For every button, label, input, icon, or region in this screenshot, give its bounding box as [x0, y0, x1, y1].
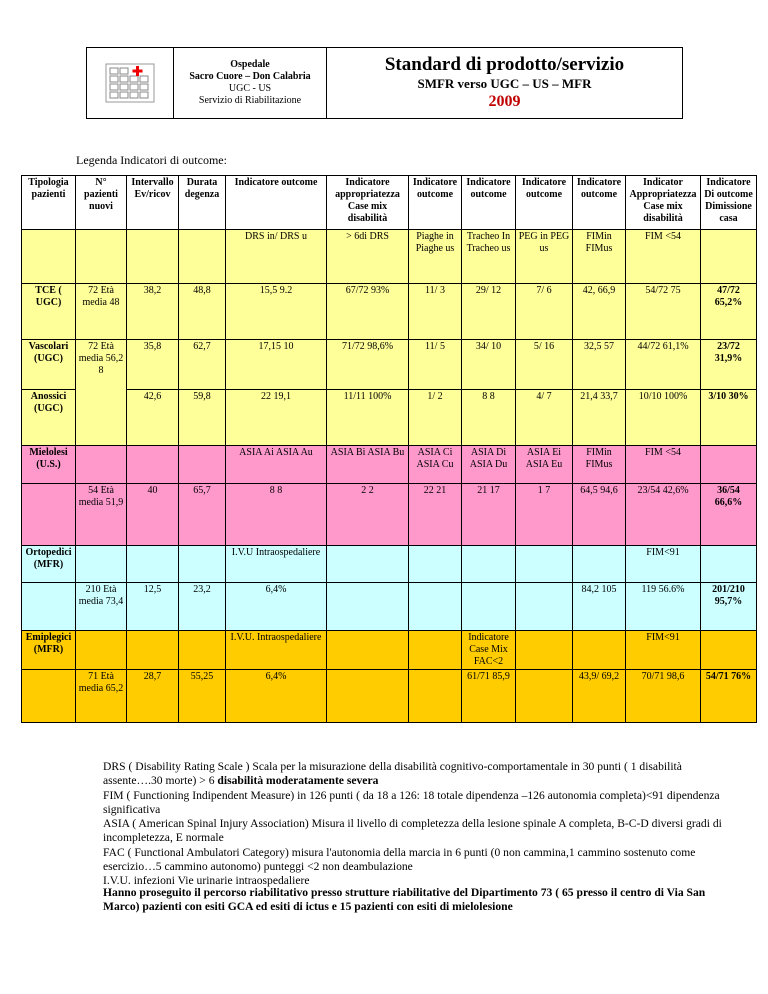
table-cell: 54/72 75 [626, 284, 701, 340]
table-cell: 23/72 31,9% [701, 340, 757, 390]
table-row-emiplegici-values [22, 670, 757, 723]
table-cell: 44/72 61,1% [626, 340, 701, 390]
table-cell: 38,2 [127, 284, 179, 340]
note-drs-text: DRS ( Disability Rating Scale ) Scala per la misurazione della disabilità cognitivo-comportamentale in 30 punti ( 1 disabilità assente….30 morte) > 6 [103, 760, 682, 788]
org-line-1: Ospedale [230, 59, 270, 70]
table-cell: 59,8 [179, 390, 226, 446]
notes-section [103, 760, 723, 889]
table-cell: FIM<91 [626, 546, 701, 583]
table-cell: FIMin FIMus [573, 230, 626, 284]
hospital-logo-icon [105, 63, 155, 103]
table-cell: 8 8 [226, 484, 327, 546]
table-cell: 54 Età media 51,9 [76, 484, 127, 546]
document-subtitle: SMFR verso UGC – US – MFR [417, 76, 592, 91]
table-cell: 8 8 [462, 390, 516, 446]
table-cell: 67/72 93% [327, 284, 409, 340]
table-cell: > 6di DRS [327, 230, 409, 284]
table-cell: 17,15 10 [226, 340, 327, 390]
row-label: Ortopedici (MFR) [22, 546, 76, 583]
hospital-logo [87, 48, 174, 118]
table-cell: 21,4 33,7 [573, 390, 626, 446]
organization-block [174, 48, 327, 118]
table-row-emiplegici-indicators [22, 631, 757, 670]
org-line-4: Servizio di Riabilitazione [198, 95, 302, 106]
table-cell: FIM <54 [626, 446, 701, 484]
table-cell: 62,7 [179, 340, 226, 390]
table-cell: 35,8 [127, 340, 179, 390]
table-cell: 61/71 85,9 [462, 670, 516, 723]
table-cell: 71/72 98,6% [327, 340, 409, 390]
note-fim: FIM ( Functioning Indipendent Measure) in 126 punti ( da 18 a 126: 18 totale dipendenza –126 autonomia completa)<91 dipendenza significativa [103, 788, 720, 816]
outcome-table [21, 175, 757, 723]
org-line-3: UGC - US [228, 83, 272, 94]
row-label: Anossici (UGC) [22, 390, 76, 446]
table-cell: I.V.U Intraospedaliere [226, 546, 327, 583]
table-cell: 4/ 7 [516, 390, 573, 446]
header-cell: Indicatore outcome [226, 176, 327, 230]
table-cell: 5/ 16 [516, 340, 573, 390]
table-cell: 34/ 10 [462, 340, 516, 390]
table-cell: 42, 66,9 [573, 284, 626, 340]
table-cell: 72 Età media 56,2 8 [76, 340, 127, 446]
table-cell: 72 Età media 48 [76, 284, 127, 340]
table-cell: PEG in PEG us [516, 230, 573, 284]
table-cell: 10/10 100% [626, 390, 701, 446]
note-drs [103, 760, 723, 789]
note-fac: FAC ( Functional Ambulatori Category) misura l'autonomia della marcia in 6 punti (0 non cammina,1 cammino sostenuto come esercizio…5 cammino autonomo) punteggi <2 non deambulazione [103, 845, 696, 874]
table-cell: 210 Età media 73,4 [76, 583, 127, 631]
table-cell: ASIA Ei ASIA Eu [516, 446, 573, 484]
table-row-anossici [22, 390, 757, 446]
row-label: Vascolari (UGC) [22, 340, 76, 390]
table-cell: 201/210 95,7% [701, 583, 757, 631]
table-cell: 42,6 [127, 390, 179, 446]
table-cell: 22 19,1 [226, 390, 327, 446]
table-cell: 54/71 76% [701, 670, 757, 723]
table-cell: 84,2 105 [573, 583, 626, 631]
table-cell: FIM <54 [626, 230, 701, 284]
table-cell: 23,2 [179, 583, 226, 631]
table-cell: 48,8 [179, 284, 226, 340]
table-cell: 15,5 9.2 [226, 284, 327, 340]
document-title: Standard di prodotto/servizio [384, 54, 625, 75]
header-cell: Indicator Appropriatezza Case mix disabilità [626, 176, 701, 230]
table-cell: 23/54 42,6% [626, 484, 701, 546]
table-row-mielolesi-indicators [22, 446, 757, 484]
header-cell: N° pazienti nuovi [76, 176, 127, 230]
table-row-tce [22, 284, 757, 340]
table-cell: 3/10 30% [701, 390, 757, 446]
row-label: Mielolesi (U.S.) [22, 446, 76, 484]
table-cell: 65,7 [179, 484, 226, 546]
table-row-mielolesi-values [22, 484, 757, 546]
title-block [327, 48, 682, 118]
header-cell: Indicatore outcome [573, 176, 626, 230]
ugc-indicator-row [22, 230, 757, 284]
table-row-ortopedici-values [22, 583, 757, 631]
row-label: Emiplegici (MFR) [22, 631, 76, 670]
table-cell: 36/54 66,6% [701, 484, 757, 546]
document-header [86, 47, 683, 119]
org-line-2: Sacro Cuore – Don Calabria [189, 71, 311, 82]
header-cell: Tipologia pazienti [22, 176, 76, 230]
table-cell: 6,4% [226, 670, 327, 723]
table-cell: 1/ 2 [409, 390, 462, 446]
header-cell: Indicatore outcome [409, 176, 462, 230]
table-cell: 28,7 [127, 670, 179, 723]
table-cell: ASIA Ai ASIA Au [226, 446, 327, 484]
note-drs-bold: disabilità moderatamente severa [217, 774, 379, 788]
table-header-row [22, 176, 757, 230]
header-cell: Indicatore outcome [462, 176, 516, 230]
table-cell: FIMin FIMus [573, 446, 626, 484]
table-cell: 1 7 [516, 484, 573, 546]
table-cell: 11/ 3 [409, 284, 462, 340]
table-cell: 12,5 [127, 583, 179, 631]
table-cell: 70/71 98,6 [626, 670, 701, 723]
table-cell: DRS in/ DRS u [226, 230, 327, 284]
header-cell: Indicatore Di outcome Dimissione casa [701, 176, 757, 230]
table-row-vascolari [22, 340, 757, 390]
final-paragraph: Hanno proseguito il percorso riabilitativo presso strutture riabilitative del Dipartimento 73 ( 65 presso il centro di Via San Marco) pazienti con esiti GCA ed esiti di ictus e 15 pazienti con esiti di mielolesione [103, 886, 706, 914]
table-cell: 40 [127, 484, 179, 546]
table-cell: 71 Età media 65,2 [76, 670, 127, 723]
header-cell: Intervallo Ev/ricov [127, 176, 179, 230]
table-cell: Indicatore Case Mix FAC<2 [462, 631, 516, 670]
table-cell: 119 56.6% [626, 583, 701, 631]
note-asia: ASIA ( American Spinal Injury Association) Misura il livello di completezza della lesione spinale A completa, B-C-D diversi gradi di incompletezza, E normale [103, 817, 722, 845]
document-year: 2009 [488, 93, 521, 110]
table-cell: 47/72 65,2% [701, 284, 757, 340]
table-cell: 22 21 [409, 484, 462, 546]
table-cell: 29/ 12 [462, 284, 516, 340]
table-cell: ASIA Di ASIA Du [462, 446, 516, 484]
table-cell: ASIA Ci ASIA Cu [409, 446, 462, 484]
table-cell: FIM<91 [626, 631, 701, 670]
header-cell: Durata degenza [179, 176, 226, 230]
table-cell: ASIA Bi ASIA Bu [327, 446, 409, 484]
table-row-ortopedici-indicators [22, 546, 757, 583]
note-ivu: I.V.U. infezioni Vie urinarie intraospedaliere [103, 874, 310, 888]
table-cell: 2 2 [327, 484, 409, 546]
legend-label: Legenda Indicatori di outcome: [76, 153, 227, 167]
table-cell: I.V.U. Intraospedaliere [226, 631, 327, 670]
header-cell: Indicatore outcome [516, 176, 573, 230]
table-cell: Piaghe in Piaghe us [409, 230, 462, 284]
table-cell: 11/ 5 [409, 340, 462, 390]
table-cell: 64,5 94,6 [573, 484, 626, 546]
table-cell: Tracheo In Tracheo us [462, 230, 516, 284]
table-cell: 43,9/ 69,2 [573, 670, 626, 723]
table-cell: 32,5 57 [573, 340, 626, 390]
table-cell: 7/ 6 [516, 284, 573, 340]
table-cell: 21 17 [462, 484, 516, 546]
header-cell: Indicatore appropriatezza Case mix disabilità [327, 176, 409, 230]
table-cell: 55,25 [179, 670, 226, 723]
row-label: TCE ( UGC) [22, 284, 76, 340]
table-cell: 11/11 100% [327, 390, 409, 446]
table-cell: 6,4% [226, 583, 327, 631]
